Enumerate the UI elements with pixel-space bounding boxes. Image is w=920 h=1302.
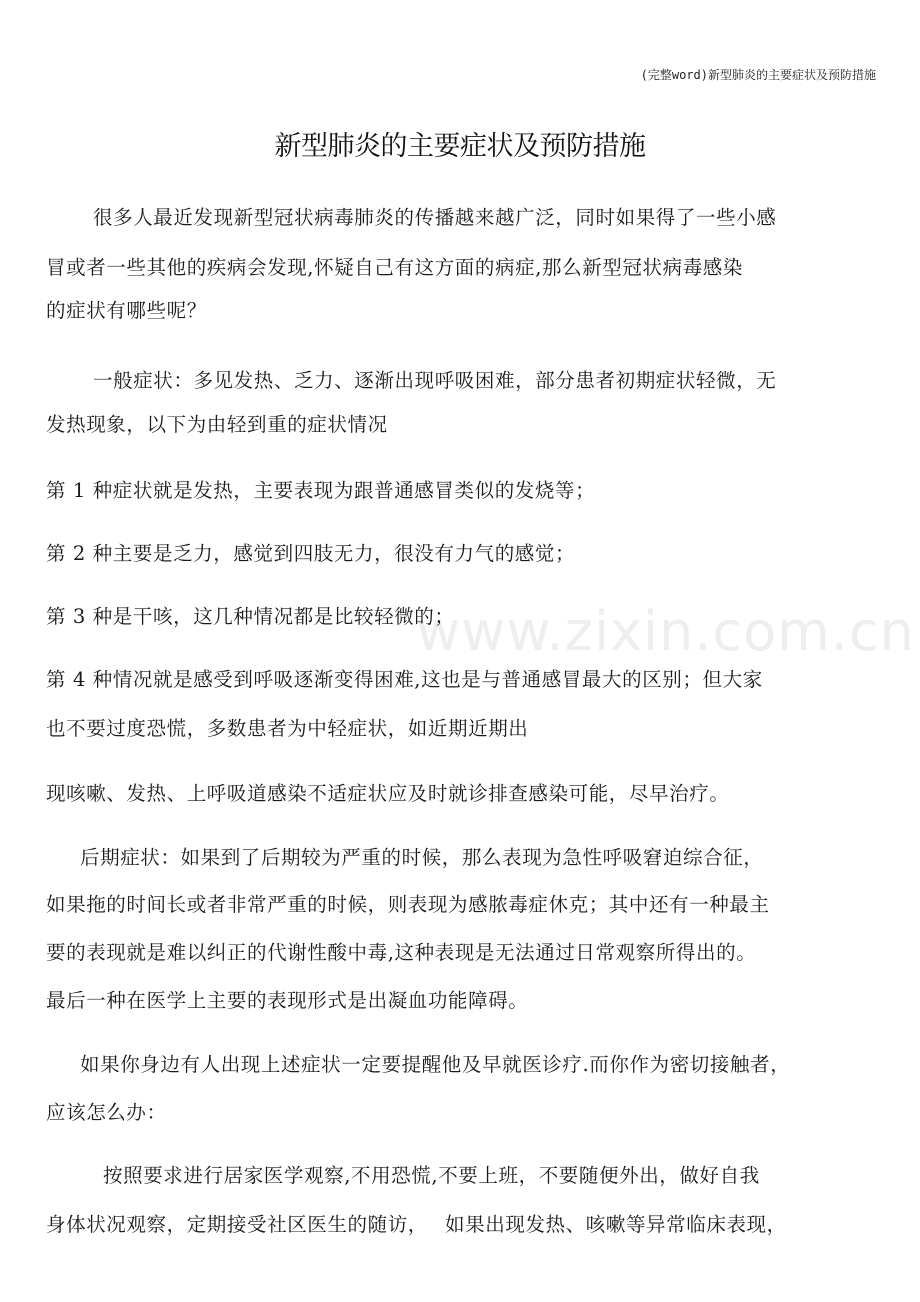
watermark: www.zixin.com.cn bbox=[416, 600, 915, 663]
body-line: 如果拖的时间长或者非常严重的时候，则表现为感脓毒症休克；其中还有一种最主 bbox=[46, 893, 770, 916]
body-line: 一般症状：多见发热、乏力、逐渐出现呼吸困难，部分患者初期症状轻微，无 bbox=[93, 369, 777, 392]
body-line: 也不要过度恐慌，多数患者为中轻症状，如近期近期出 bbox=[46, 717, 529, 740]
body-line: 很多人最近发现新型冠状病毒肺炎的传播越来越广泛，同时如果得了一些小感 bbox=[93, 206, 777, 229]
body-line: 第 1 种症状就是发热，主要表现为跟普通感冒类似的发烧等； bbox=[46, 479, 596, 502]
body-line: 后期症状：如果到了后期较为严重的时候，那么表现为急性呼吸窘迫综合征， bbox=[80, 846, 764, 869]
body-line: 第 3 种是干咳，这几种情况都是比较轻微的； bbox=[46, 605, 455, 628]
page-header-label: (完整word)新型肺炎的主要症状及预防措施 bbox=[640, 68, 876, 82]
body-line: 最后一种在医学上主要的表现形式是出凝血功能障碍。 bbox=[46, 989, 529, 1012]
body-line: 如果你身边有人出现上述症状一定要提醒他及早就医诊疗.而你作为密切接触者， bbox=[80, 1053, 791, 1076]
body-line: 冒或者一些其他的疾病会发现,怀疑自己有这方面的病症,那么新型冠状病毒感染 bbox=[46, 256, 743, 279]
body-line: 要的表现就是难以纠正的代谢性酸中毒,这种表现是无法通过日常观察所得出的。 bbox=[46, 941, 757, 964]
document-title: 新型肺炎的主要症状及预防措施 bbox=[274, 131, 646, 162]
body-line: 发热现象，以下为由轻到重的症状情况 bbox=[46, 413, 388, 436]
body-line: 第 2 种主要是乏力，感觉到四肢无力，很没有力气的感觉； bbox=[46, 542, 576, 565]
body-line: 身体状况观察，定期接受社区医生的随访， 如果出现发热、咳嗽等异常临床表现， bbox=[46, 1213, 787, 1236]
body-line: 现咳嗽、发热、上呼吸道感染不适症状应及时就诊排查感染可能，尽早治疗。 bbox=[46, 782, 730, 805]
body-line: 的症状有哪些呢？ bbox=[46, 299, 207, 322]
body-line: 按照要求进行居家医学观察,不用恐慌,不要上班，不要随便外出，做好自我 bbox=[103, 1164, 760, 1187]
body-line: 应该怎么办： bbox=[46, 1101, 167, 1124]
body-line: 第 4 种情况就是感受到呼吸逐渐变得困难,这也是与普通感冒最大的区别；但大家 bbox=[46, 668, 763, 691]
